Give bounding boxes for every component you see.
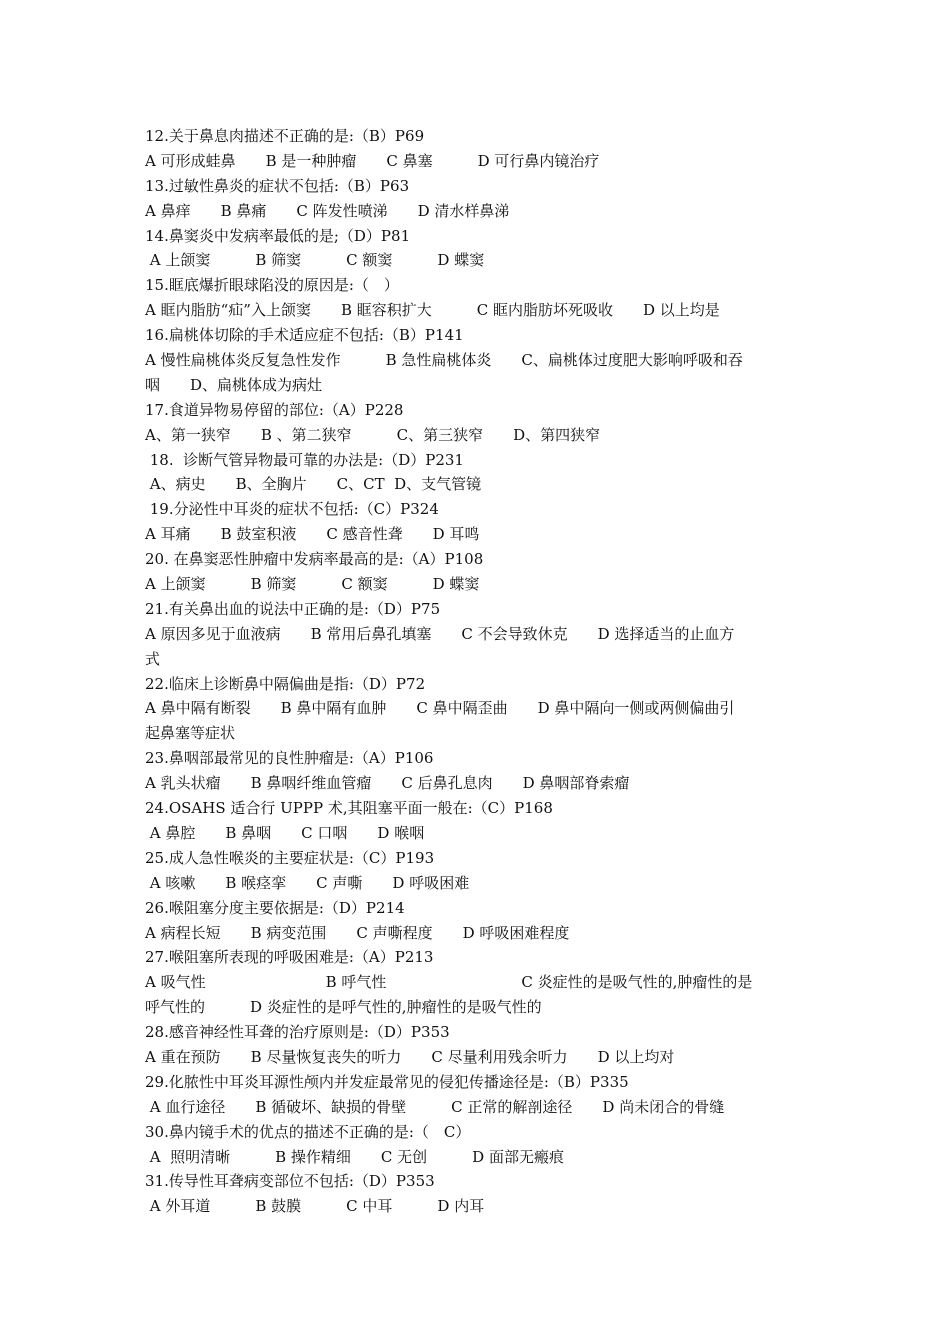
text-line: 24.OSAHS 适合行 UPPP 术,其阻塞平面一般在:（C）P168 [145, 799, 553, 818]
text-line: 21.有关鼻出血的说法中正确的是:（D）P75 [145, 599, 441, 618]
text-line: 咽 D、扁桃体成为病灶 [145, 375, 323, 394]
text-line: 19.分泌性中耳炎的症状不包括:（C）P324 [145, 500, 439, 519]
text-line: A 慢性扁桃体炎反复急性发作 B 急性扁桃体炎 C、扁桃体过度肥大影响呼吸和吞 [145, 351, 743, 370]
text-line: 18. 诊断气管异物最可靠的办法是:（D）P231 [145, 450, 464, 469]
text-line: A、病史 B、全胸片 C、CT D、支气管镜 [145, 475, 482, 494]
text-line: 17.食道异物易停留的部位:（A）P228 [145, 400, 404, 419]
text-line: 22.临床上诊断鼻中隔偏曲是指:（D）P72 [145, 674, 426, 693]
text-line: 20. 在鼻窦恶性肿瘤中发病率最高的是:（A）P108 [145, 550, 484, 569]
text-line: A 上颌窦 B 筛窦 C 额窦 D 蝶窦 [145, 575, 480, 594]
text-line: A 可形成蛙鼻 B 是一种肿瘤 C 鼻塞 D 可行鼻内镜治疗 [145, 151, 600, 170]
text-line: A 乳头状瘤 B 鼻咽纤维血管瘤 C 后鼻孔息肉 D 鼻咽部脊索瘤 [145, 774, 630, 793]
text-line: A 外耳道 B 鼓膜 C 中耳 D 内耳 [145, 1197, 485, 1216]
text-line: 15.眶底爆折眼球陷没的原因是:（ ） [145, 276, 399, 295]
text-line: A 原因多见于血液病 B 常用后鼻孔填塞 C 不会导致休克 D 选择适当的止血方 [145, 624, 735, 643]
text-line: A 照明清晰 B 操作精细 C 无创 D 面部无瘢痕 [145, 1147, 564, 1166]
text-line: 26.喉阻塞分度主要依据是:（D）P214 [145, 898, 405, 917]
text-line: 27.喉阻塞所表现的呼吸困难是:（A）P213 [145, 948, 434, 967]
text-line: A 鼻中隔有断裂 B 鼻中隔有血肿 C 鼻中隔歪曲 D 鼻中隔向一侧或两侧偏曲引 [145, 699, 735, 718]
text-line: 式 [145, 649, 161, 668]
text-line: 13.过敏性鼻炎的症状不包括:（B）P63 [145, 176, 410, 195]
document-page [145, 124, 815, 1219]
text-line: 14.鼻窦炎中发病率最低的是;（D）P81 [145, 226, 411, 245]
text-line: A 咳嗽 B 喉痉挛 C 声嘶 D 呼吸困难 [145, 873, 470, 892]
text-line: 28.感音神经性耳聋的治疗原则是:（D）P353 [145, 1023, 450, 1042]
text-line: A 鼻痒 B 鼻痛 C 阵发性喷涕 D 清水样鼻涕 [145, 201, 510, 220]
text-line: 31.传导性耳聋病变部位不包括:（D）P353 [145, 1172, 435, 1191]
text-line: A 吸气性 B 呼气性 C 炎症性的是吸气性的,肿瘤性的是 [145, 973, 753, 992]
text-line: A 病程长短 B 病变范围 C 声嘶程度 D 呼吸困难程度 [145, 923, 570, 942]
text-line: A 上颌窦 B 筛窦 C 额窦 D 蝶窦 [145, 251, 485, 270]
text-line: A 耳痛 B 鼓室积液 C 感音性聋 D 耳鸣 [145, 525, 480, 544]
text-line: A 眶内脂肪“疝”入上颌窦 B 眶容积扩大 C 眶内脂肪坏死吸收 D 以上均是 [145, 301, 720, 320]
text-line: A 鼻腔 B 鼻咽 C 口咽 D 喉咽 [145, 823, 425, 842]
text-line: 起鼻塞等症状 [145, 724, 236, 743]
text-line: 25.成人急性喉炎的主要症状是:（C）P193 [145, 848, 435, 867]
text-line: A 重在预防 B 尽量恢复丧失的听力 C 尽量利用残余听力 D 以上均对 [145, 1047, 675, 1066]
text-line: 16.扁桃体切除的手术适应症不包括:（B）P141 [145, 326, 464, 345]
text-line: 29.化脓性中耳炎耳源性颅内并发症最常见的侵犯传播途径是:（B）P335 [145, 1072, 629, 1091]
text-line: 30.鼻内镜手术的优点的描述不正确的是:（ C） [145, 1122, 471, 1141]
text-line: A、第一狭窄 B 、第二狭窄 C、第三狭窄 D、第四狭窄 [145, 425, 601, 444]
text-line: 23.鼻咽部最常见的良性肿瘤是:（A）P106 [145, 749, 434, 768]
text-line: 12.关于鼻息肉描述不正确的是:（B）P69 [145, 127, 425, 145]
text-line: A 血行途径 B 循破坏、缺损的骨壁 C 正常的解剖途径 D 尚未闭合的骨缝 [145, 1097, 725, 1116]
text-line: 呼气性的 D 炎症性的是呼气性的,肿瘤性的是吸气性的 [145, 998, 542, 1017]
